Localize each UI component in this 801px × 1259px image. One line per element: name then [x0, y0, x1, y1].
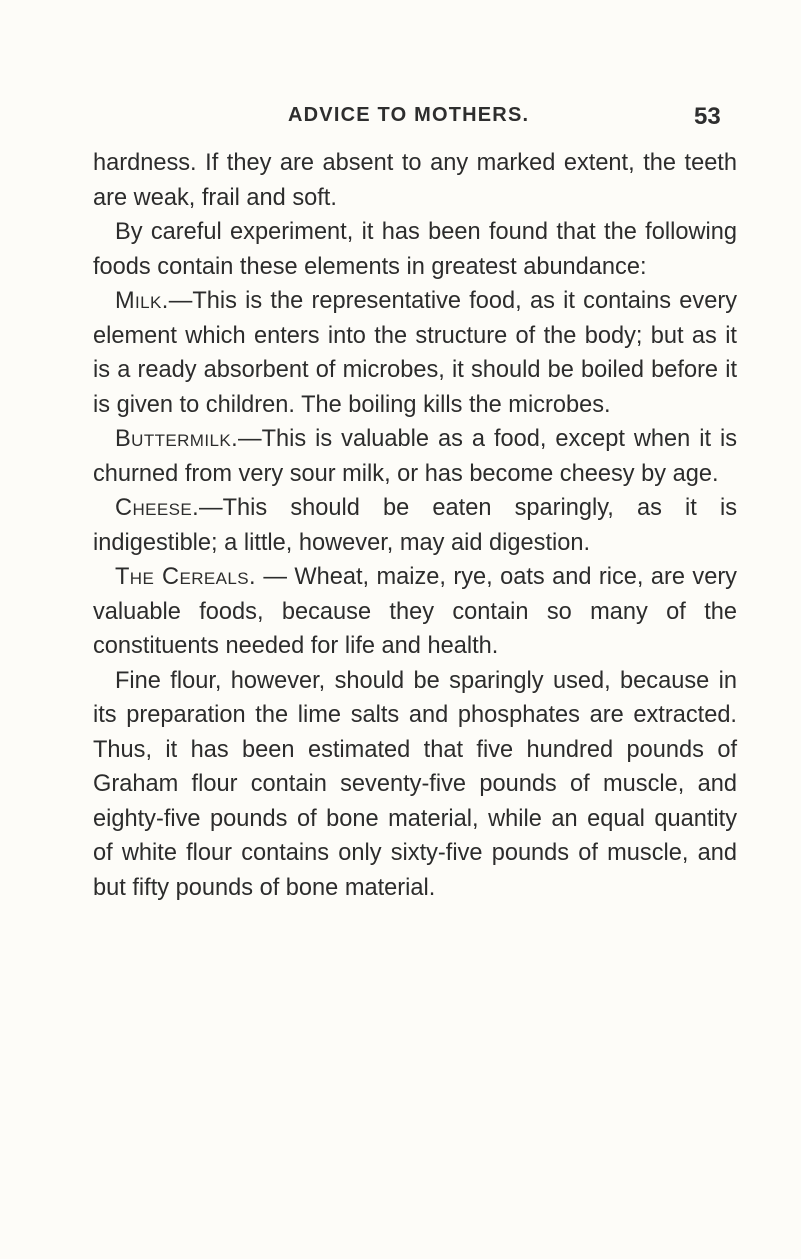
paragraph-milk	[93, 284, 737, 422]
running-head: ADVICE TO MOTHERS.	[288, 104, 530, 126]
cheese-text: —This should be eaten sparingly, as it is indigestible; a little, however, may aid digestion.	[93, 495, 737, 556]
cereals-text: — Wheat, maize, rye, oats and rice, are very valuable foods, because they contain so many of the constituents needed for life and health.	[93, 564, 737, 659]
buttermilk-text: —This is valuable as a food, except when it is churned from very sour milk, or has become cheesy by age.	[93, 426, 737, 487]
body-text	[93, 146, 737, 905]
paragraph-buttermilk	[93, 422, 737, 491]
paragraph-cheese	[93, 491, 737, 560]
paragraph-foods-intro: By careful experiment, it has been found that the following foods contain these elements in greatest abundance:	[93, 219, 737, 280]
paragraph-fine-flour: Fine flour, however, should be sparingly used, because in its preparation the lime salts and phosphates are extracted. Thus, it has been estimated that five hundred pounds of Graham flour contain seventy-five pounds of muscle, and eighty-five pounds of bone material, while an equal quantity of white flour contains only sixty-five pounds of muscle, and but fifty pounds of bone material.	[93, 667, 737, 901]
milk-text: —This is the representative food, as it contains every element which enters into the structure of the body; but as it is a ready absorbent of microbes, it should be boiled before it is given to children. The boiling kills the microbes.	[93, 288, 737, 418]
milk-heading: Milk.	[115, 288, 169, 314]
cereals-heading: The Cereals.	[115, 564, 256, 590]
cheese-heading: Cheese.	[115, 495, 200, 521]
page-number: 53	[694, 103, 721, 130]
paragraph-continuation: hardness. If they are absent to any marked extent, the teeth are weak, frail and soft.	[93, 150, 737, 211]
paragraph-cereals	[93, 560, 737, 664]
buttermilk-heading: Buttermilk.	[115, 426, 239, 452]
